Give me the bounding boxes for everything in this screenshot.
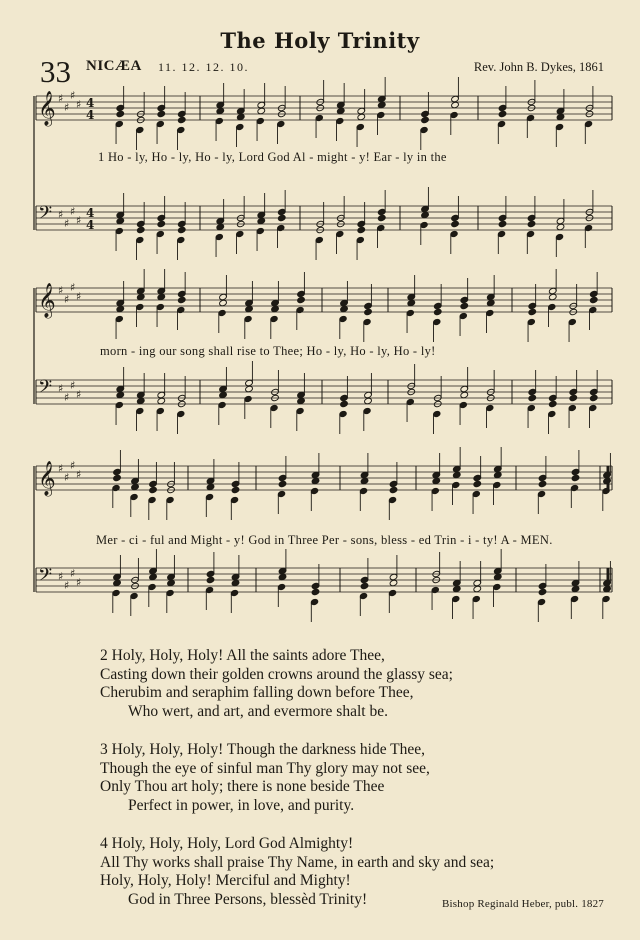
note-head bbox=[277, 214, 286, 221]
note-head bbox=[407, 299, 416, 306]
note-head bbox=[116, 391, 125, 398]
note-head bbox=[432, 477, 441, 484]
note-head bbox=[433, 308, 442, 315]
note-head bbox=[336, 107, 345, 114]
note-head bbox=[360, 477, 369, 484]
note-head bbox=[278, 480, 287, 487]
stanza-line: Cherubim and seraphim falling down before Thee, bbox=[100, 684, 414, 701]
note-head bbox=[113, 474, 122, 481]
treble-clef-icon: 𝄞 bbox=[38, 91, 56, 126]
note-head bbox=[167, 579, 176, 586]
sharp-icon: ♯ bbox=[58, 208, 64, 221]
lyric-row-2: morn - ing our song shall rise to Thee; Ho - ly, Ho - ly, Ho - ly! bbox=[100, 344, 436, 358]
note-head bbox=[149, 486, 158, 493]
note-head bbox=[528, 308, 537, 315]
treble-clef-icon: 𝄞 bbox=[38, 461, 56, 496]
note-head bbox=[389, 486, 398, 493]
note-head bbox=[231, 579, 240, 586]
sharp-icon: ♯ bbox=[58, 382, 64, 395]
note-head bbox=[548, 293, 557, 300]
note-head bbox=[538, 588, 547, 595]
note-head bbox=[493, 573, 502, 580]
note-head bbox=[157, 110, 166, 117]
note-head bbox=[157, 293, 166, 300]
stanza-line: Perfect in power, in love, and purity. bbox=[128, 796, 355, 814]
note-head bbox=[603, 585, 612, 592]
note-head bbox=[498, 110, 507, 117]
note-head bbox=[357, 113, 366, 120]
note-head bbox=[498, 220, 507, 227]
note-head bbox=[528, 394, 537, 401]
note-head bbox=[157, 397, 166, 404]
note-head bbox=[297, 397, 306, 404]
note-head bbox=[116, 217, 125, 224]
lyric-row-1: 1 Ho - ly, Ho - ly, Ho - ly, Lord God Al - might - y! Ear - ly in the bbox=[98, 150, 447, 164]
note-head bbox=[177, 226, 186, 233]
bass-clef-icon: 𝄢 bbox=[38, 377, 53, 402]
sharp-icon: ♯ bbox=[64, 391, 70, 404]
sharp-icon: ♯ bbox=[64, 471, 70, 484]
note-head bbox=[452, 585, 461, 592]
note-head bbox=[364, 308, 373, 315]
sharp-icon: ♯ bbox=[70, 205, 76, 218]
note-head bbox=[603, 477, 612, 484]
note-head bbox=[473, 480, 482, 487]
note-head bbox=[311, 477, 320, 484]
note-head bbox=[571, 585, 580, 592]
stanza-line: Who wert, and art, and evermore shalt be. bbox=[128, 702, 388, 720]
stanza-3 bbox=[100, 741, 620, 815]
note-head bbox=[460, 391, 469, 398]
note-head bbox=[297, 296, 306, 303]
note-head bbox=[364, 397, 373, 404]
meter: 11. 12. 12. 10. bbox=[158, 60, 250, 74]
stanza-line: 4 Holy, Holy, Holy, Lord God Almighty! bbox=[100, 835, 354, 852]
note-head bbox=[548, 400, 557, 407]
text-attribution: Bishop Reginald Heber, publ. 1827 bbox=[442, 898, 604, 910]
time-signature-bottom: 4 bbox=[86, 108, 95, 122]
note-head bbox=[340, 305, 349, 312]
stanza-line: Holy, Holy, Holy! Merciful and Mighty! bbox=[100, 872, 351, 889]
sharp-icon: ♯ bbox=[64, 293, 70, 306]
note-head bbox=[245, 305, 254, 312]
note-head bbox=[486, 299, 495, 306]
sharp-icon: ♯ bbox=[58, 570, 64, 583]
sharp-icon: ♯ bbox=[70, 379, 76, 392]
bass-clef-icon: 𝄢 bbox=[38, 565, 53, 590]
stanza-line: Though the eye of sinful man Thy glory may not see, bbox=[100, 759, 430, 777]
sharp-icon: ♯ bbox=[58, 284, 64, 297]
note-head bbox=[136, 397, 145, 404]
note-head bbox=[216, 107, 225, 114]
note-head bbox=[257, 217, 266, 224]
sharp-icon: ♯ bbox=[76, 388, 82, 401]
sharp-icon: ♯ bbox=[58, 462, 64, 475]
note-head bbox=[177, 116, 186, 123]
note-head bbox=[219, 391, 228, 398]
time-signature-bottom: 4 bbox=[86, 218, 95, 232]
hymn-title: The Holy Trinity bbox=[220, 28, 420, 53]
time-signature-top: 4 bbox=[86, 206, 95, 220]
note-head bbox=[311, 588, 320, 595]
tune-name: NICÆA bbox=[86, 58, 142, 74]
sharp-icon: ♯ bbox=[76, 290, 82, 303]
note-head bbox=[377, 101, 386, 108]
stanza-line: Only Thou art holy; there is none beside Thee bbox=[100, 778, 385, 795]
sharp-icon: ♯ bbox=[76, 214, 82, 227]
note-head bbox=[493, 471, 502, 478]
hymn-number: 33 bbox=[40, 54, 71, 89]
stanza-line: 2 Holy, Holy, Holy! All the saints adore Thee, bbox=[100, 647, 385, 664]
note-head bbox=[556, 223, 565, 230]
sharp-icon: ♯ bbox=[64, 217, 70, 230]
stanza-2 bbox=[100, 647, 620, 721]
note-head bbox=[556, 113, 565, 120]
note-head bbox=[219, 299, 228, 306]
sharp-icon: ♯ bbox=[64, 579, 70, 592]
note-head bbox=[589, 394, 598, 401]
note-head bbox=[131, 483, 140, 490]
sharp-icon: ♯ bbox=[58, 92, 64, 105]
note-head bbox=[206, 483, 215, 490]
stanza-line: All Thy works shall praise Thy Name, in earth and sky and sea; bbox=[100, 853, 495, 871]
note-head bbox=[421, 211, 430, 218]
composer-credit: Rev. John B. Dykes, 1861 bbox=[473, 60, 604, 74]
sharp-icon: ♯ bbox=[70, 89, 76, 102]
note-head bbox=[216, 223, 225, 230]
note-head bbox=[571, 474, 580, 481]
sharp-icon: ♯ bbox=[76, 98, 82, 111]
note-head bbox=[136, 226, 145, 233]
note-head bbox=[245, 385, 254, 392]
note-head bbox=[473, 585, 482, 592]
note-head bbox=[452, 471, 461, 478]
note-head bbox=[136, 293, 145, 300]
sharp-icon: ♯ bbox=[76, 576, 82, 589]
note-head bbox=[278, 573, 287, 580]
sharp-icon: ♯ bbox=[64, 101, 70, 114]
note-head bbox=[113, 579, 122, 586]
note-head bbox=[236, 113, 245, 120]
stanza-line: God in Three Persons, blessèd Trinity! bbox=[128, 890, 368, 908]
note-head bbox=[377, 214, 386, 221]
note-head bbox=[157, 220, 166, 227]
bass-clef-icon: 𝄢 bbox=[38, 203, 53, 228]
note-head bbox=[389, 579, 398, 586]
note-head bbox=[206, 576, 215, 583]
note-head bbox=[340, 400, 349, 407]
note-head bbox=[527, 220, 536, 227]
note-head bbox=[271, 305, 280, 312]
sharp-icon: ♯ bbox=[76, 468, 82, 481]
note-head bbox=[460, 302, 469, 309]
note-head bbox=[231, 486, 240, 493]
stanza-line: Casting down their golden crowns around the glassy sea; bbox=[100, 665, 453, 683]
sharp-icon: ♯ bbox=[70, 459, 76, 472]
additional-stanzas bbox=[100, 647, 620, 929]
note-head bbox=[589, 296, 598, 303]
sharp-icon: ♯ bbox=[70, 567, 76, 580]
note-head bbox=[177, 296, 186, 303]
time-signature-top: 4 bbox=[86, 96, 95, 110]
note-head bbox=[538, 480, 547, 487]
note-head bbox=[116, 305, 125, 312]
note-head bbox=[357, 226, 366, 233]
stanza-line: 3 Holy, Holy, Holy! Though the darkness hide Thee, bbox=[100, 741, 426, 758]
sharp-icon: ♯ bbox=[70, 281, 76, 294]
note-head bbox=[257, 107, 266, 114]
note-head bbox=[116, 110, 125, 117]
note-head bbox=[421, 116, 430, 123]
note-head bbox=[569, 394, 578, 401]
lyric-row-3: Mer - ci - ful and Might - y! God in Three Per - sons, bless - ed Trin - i - ty! A - MEN. bbox=[96, 533, 553, 547]
treble-clef-icon: 𝄞 bbox=[38, 283, 56, 318]
note-head bbox=[451, 101, 460, 108]
note-head bbox=[360, 582, 369, 589]
note-head bbox=[149, 573, 158, 580]
note-head bbox=[451, 220, 460, 227]
